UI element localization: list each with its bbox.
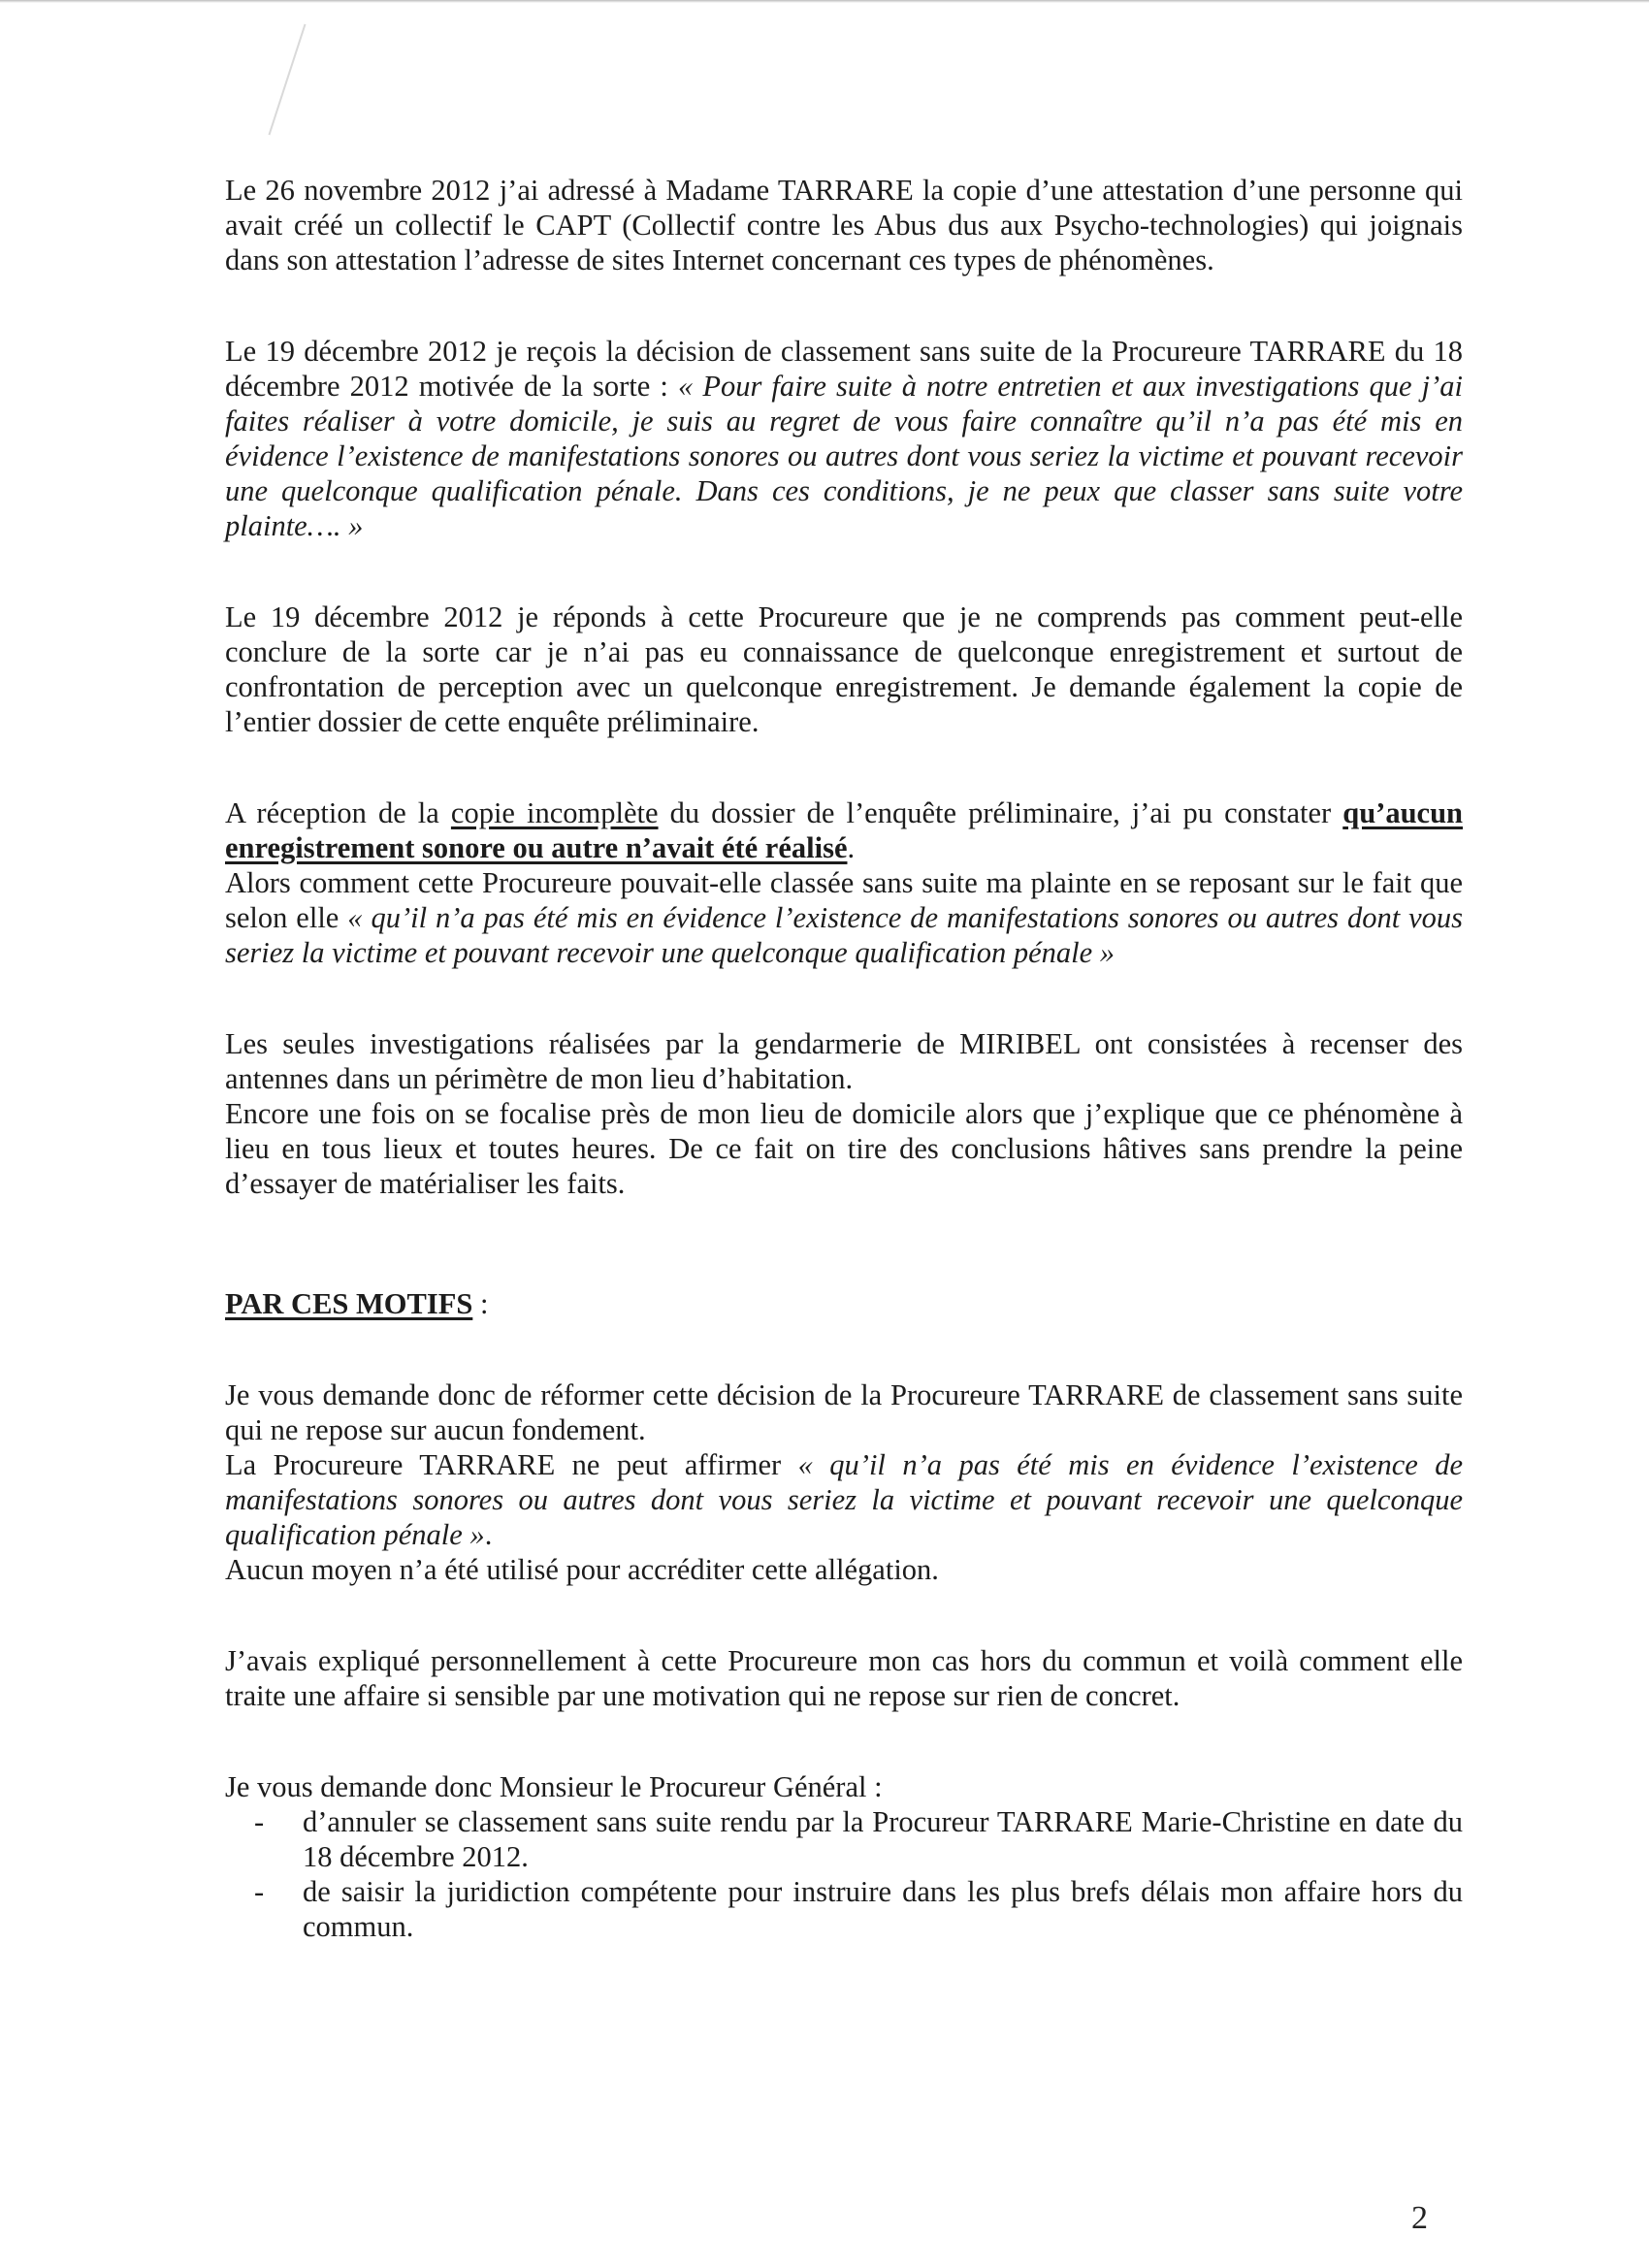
heading-suffix: : — [472, 1287, 489, 1320]
question-quote: « qu’il n’a pas été mis en évidence l’existence de manifestations sonores ou autres dont vous seriez la victime et pouvant recevoir une quelconque qualification pénale » — [225, 901, 1464, 969]
paragraph-attestation: Le 26 novembre 2012 j’ai adressé à Madame TARRARE la copie d’une attestation d’une personne qui avait créé un collectif le CAPT (Collectif contre les Abus dus aux Psycho-technologies) qui joignais dans son attestation l’adresse de sites Internet concernant ces types de phénomènes. — [225, 174, 1463, 276]
list-item-text: d’annuler se classement sans suite rendu par la Procureur TARRARE Marie-Christine en date du 18 décembre 2012. — [303, 1805, 1463, 1873]
paragraph-decision — [225, 334, 1463, 543]
incomplete-copy-text: copie incomplète — [450, 796, 659, 829]
paragraph-response: Le 19 décembre 2012 je réponds à cette Procureure que je ne comprends pas comment peut-elle conclure de la sorte car je n’ai pas eu connaissance de quelconque enregistrement et surtout de confrontation de perception avec un quelconque enregistrement. Je demande également la copie de l’entier dossier de cette enquête préliminaire. — [225, 600, 1463, 738]
heading-label: PAR CES MOTIFS — [225, 1287, 473, 1320]
list-item-text: de saisir la juridiction compétente pour instruire dans les plus brefs délais mon affaire hors du commun. — [303, 1875, 1463, 1943]
paragraph-no-means: Aucun moyen n’a été utilisé pour accréditer cette allégation. — [225, 1553, 939, 1586]
request-list — [225, 1804, 1463, 1944]
scan-edge — [0, 0, 1649, 3]
bullet-dash: - — [254, 1875, 265, 1908]
reception-text-3: . — [847, 831, 856, 864]
affirm-end: . — [484, 1518, 493, 1551]
paragraph-requests-intro: Je vous demande donc Monsieur le Procureur Général : — [225, 1770, 883, 1803]
paragraph-investigations: Les seules investigations réalisées par la gendarmerie de MIRIBEL ont consistées à recenser des antennes dans un périmètre de mon lieu d’habitation. — [225, 1027, 1463, 1095]
decision-quote: « Pour faire suite à notre entretien et aux investigations que j’ai faites réaliser à votre domicile, je suis au regret de vous faire connaître qu’il n’a pas été mis en évidence l’existence de manifestations sonores ou autres dont vous seriez la victime et pouvant recevoir une quelconque qualification pénale. Dans ces conditions, je ne peux que classer sans suite votre plainte…. » — [225, 370, 1463, 542]
decision-intro: Le 19 décembre 2012 je reçois la décision de classement sans suite de la Procureure TARRARE du 18 décembre 2012 motivée de la sorte : — [225, 335, 1463, 403]
reception-text-1: A réception de la — [225, 796, 451, 829]
list-item — [225, 1874, 1463, 1944]
paragraph-focus: Encore une fois on se focalise près de mon lieu de domicile alors que j’explique que ce phénomène à lieu en tous lieux et toutes heures. De ce fait on tire des conclusions hâtives sans prendre la peine d’essayer de matérialiser les faits. — [225, 1097, 1463, 1200]
no-recording-text: qu’aucun enregistrement sonore ou autre n’avait été réalisé — [225, 796, 1464, 864]
paragraph-reform-request: Je vous demande donc de réformer cette décision de la Procureure TARRARE de classement sans suite qui ne repose sur aucun fondement. — [225, 1378, 1463, 1446]
scan-mark — [269, 24, 307, 136]
paragraph-affirm — [225, 1447, 1463, 1552]
document-body — [225, 173, 1463, 1944]
bullet-dash: - — [254, 1805, 265, 1838]
affirm-intro: La Procureure TARRARE ne peut affirmer — [225, 1448, 798, 1481]
affirm-quote: « qu’il n’a pas été mis en évidence l’existence de manifestations sonores ou autres dont vous seriez la victime et pouvant recevoir une quelconque qualification pénale » — [225, 1448, 1463, 1551]
page-number: 2 — [1411, 2200, 1428, 2236]
paragraph-reception — [225, 795, 1463, 865]
paragraph-question — [225, 865, 1463, 970]
list-item — [225, 1804, 1463, 1874]
section-heading — [225, 1286, 1463, 1321]
question-text: Alors comment cette Procureure pouvait-elle classée sans suite ma plainte en se reposant sur le fait que selon elle — [225, 866, 1463, 934]
paragraph-explained: J’avais expliqué personnellement à cette Procureure mon cas hors du commun et voilà comment elle traite une affaire si sensible par une motivation qui ne repose sur rien de concret. — [225, 1644, 1463, 1712]
reception-text-2: du dossier de l’enquête préliminaire, j’ai pu constater — [658, 796, 1343, 829]
